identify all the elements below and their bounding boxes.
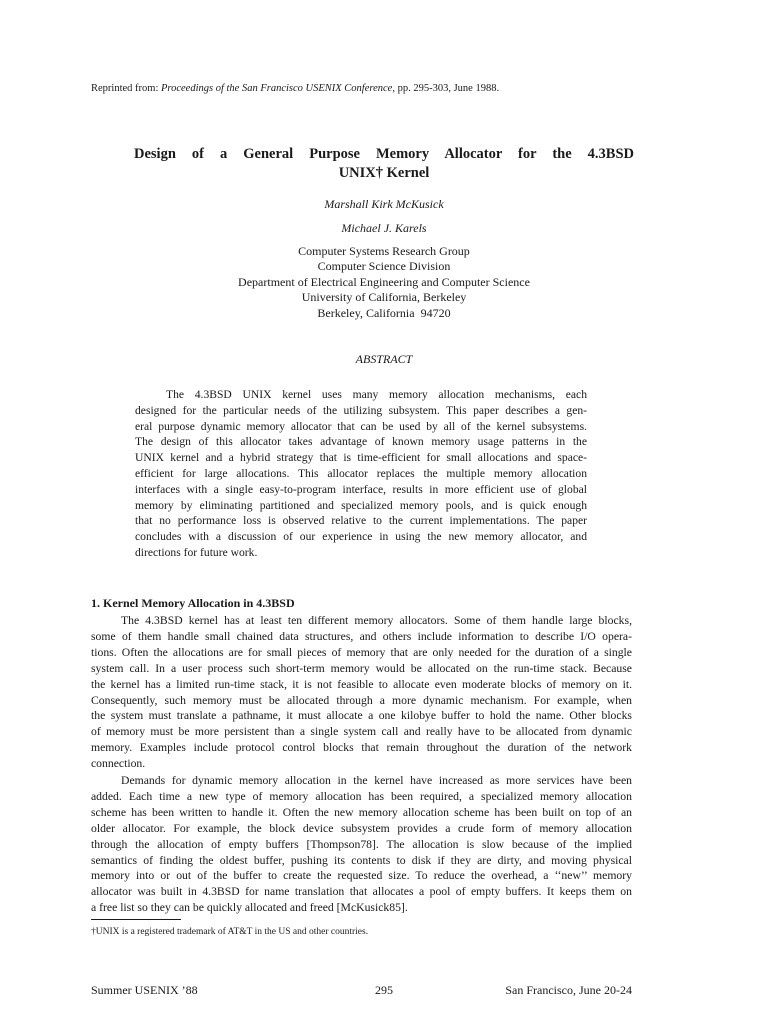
abstract-line: that no performance loss is observed relative to the current implementations. The paper [135, 514, 587, 528]
paper-title [134, 145, 634, 183]
affiliation-line: Computer Science Division [317, 259, 451, 274]
paragraph-line: Demands for dynamic memory allocation in the kernel have increased as more services have been [121, 774, 632, 787]
paragraph-line: tions. Often the allocations are for small pieces of memory that are only needed for the duration of a single [91, 645, 632, 659]
title-line-2: UNIX† Kernel [338, 165, 430, 181]
paragraph-line: of memory must be more persistent than a single system call and really have to be allocated from dynamic [91, 725, 632, 739]
paragraph-line: Consequently, such memory must be allocated through a more dynamic mechanism. For example, when [91, 693, 632, 707]
paragraph-line: memory into or out of the buffer to create the requested size. To reduce the overhead, a ‘‘new’’ memory [91, 869, 632, 883]
paragraph-line: some of them handle small chained data structures, and others include information to describe I/O opera- [91, 629, 632, 643]
paragraph-line: older allocator. For example, the block device subsystem provides a crude form of memory allocation [91, 821, 632, 835]
paragraph-line: the kernel has a limited run-time stack, it is not feasible to allocate even moderate blocks of memory on it. [91, 677, 632, 691]
paragraph-line: semantics of finding the oldest buffer, pushing its contents to disk if they are dirty, and moving physical [91, 853, 632, 867]
author-2: Michael J. Karels [341, 221, 427, 235]
affiliation-block [0, 244, 768, 321]
section-heading: 1. Kernel Memory Allocation in 4.3BSD [91, 596, 295, 610]
reprint-suffix: , pp. 295-303, June 1988. [392, 83, 500, 94]
abstract-line: concludes with a discussion of our experience in using the new memory allocator, and [135, 530, 587, 544]
abstract-heading: ABSTRACT [355, 352, 413, 366]
abstract-line: UNIX kernel and a hybrid strategy that is time-efficient for small allocations and space- [135, 451, 587, 465]
abstract-line: The design of this allocator takes advantage of known memory usage patterns in the [135, 435, 587, 449]
paragraph-line: a free list so they can be quickly allocated and freed [McKusick85]. [91, 901, 408, 915]
abstract-line: memory by eliminating partitioned and specialized memory pools, and is quick enough [135, 498, 587, 512]
reprint-notice [91, 82, 691, 95]
section-paragraph-2 [91, 773, 632, 916]
paragraph-line: memory. Examples include protocol control blocks that remain throughout the duration of the network [91, 741, 632, 755]
footer-conference: Summer USENIX ’88 [91, 983, 198, 997]
footer-location-date: San Francisco, June 20-24 [505, 983, 632, 997]
abstract-line: directions for future work. [135, 545, 258, 559]
paragraph-line: connection. [91, 757, 146, 771]
section-paragraph-1 [91, 613, 632, 772]
affiliation-line: University of California, Berkeley [301, 290, 467, 305]
affiliation-line: Department of Electrical Engineering and Computer Science [238, 274, 530, 289]
footnote-divider [91, 919, 181, 920]
footnote: †UNIX is a registered trademark of AT&T in the US and other countries. [91, 927, 369, 937]
title-line-1: Design of a General Purpose Memory Allocator for the 4.3BSD [134, 146, 634, 162]
reprint-prefix: Reprinted from: [91, 83, 161, 94]
abstract-line: interfaces with a single easy-to-program interface, results in more efficient use of global [135, 482, 587, 496]
paragraph-line: system call. In a user process such short-term memory would be allocated on the run-time stack. Because [91, 661, 632, 675]
author-1: Marshall Kirk McKusick [324, 197, 444, 211]
affiliation-line: Computer Systems Research Group [298, 244, 470, 258]
abstract-line: efficient for large allocations. This allocator replaces the multiple memory allocation [135, 466, 587, 480]
footer-page-number: 295 [375, 983, 393, 997]
paragraph-line: allocator was built in 4.3BSD for name translation that allocates a pool of empty buffers. It keeps them on [91, 885, 632, 899]
paragraph-line: scheme has been written to handle it. Often the new memory allocation scheme has been built on top of an [91, 805, 632, 819]
reprint-source: Proceedings of the San Francisco USENIX Conference [160, 83, 393, 94]
paragraph-line: through the allocation of empty buffers [Thompson78]. The allocation is slow because of the implied [91, 837, 632, 851]
abstract-line: eral purpose dynamic memory allocator that can be used by all of the kernel subsystems. [135, 419, 587, 433]
paragraph-line: the system must translate a pathname, it must allocate a one kilobye buffer to hold the name. Other blocks [91, 709, 632, 723]
paragraph-line: The 4.3BSD kernel has at least ten different memory allocators. Some of them handle large blocks, [121, 614, 632, 627]
abstract-line: The 4.3BSD UNIX kernel uses many memory allocation mechanisms, each [166, 388, 587, 401]
paragraph-line: added. Each time a new type of memory allocation has been required, a specialized memory allocation [91, 789, 632, 803]
affiliation-line: Berkeley, California 94720 [317, 305, 451, 320]
abstract-body [135, 387, 587, 561]
abstract-line: designed for the particular needs of the utilizing subsystem. This paper describes a gen- [135, 403, 587, 417]
